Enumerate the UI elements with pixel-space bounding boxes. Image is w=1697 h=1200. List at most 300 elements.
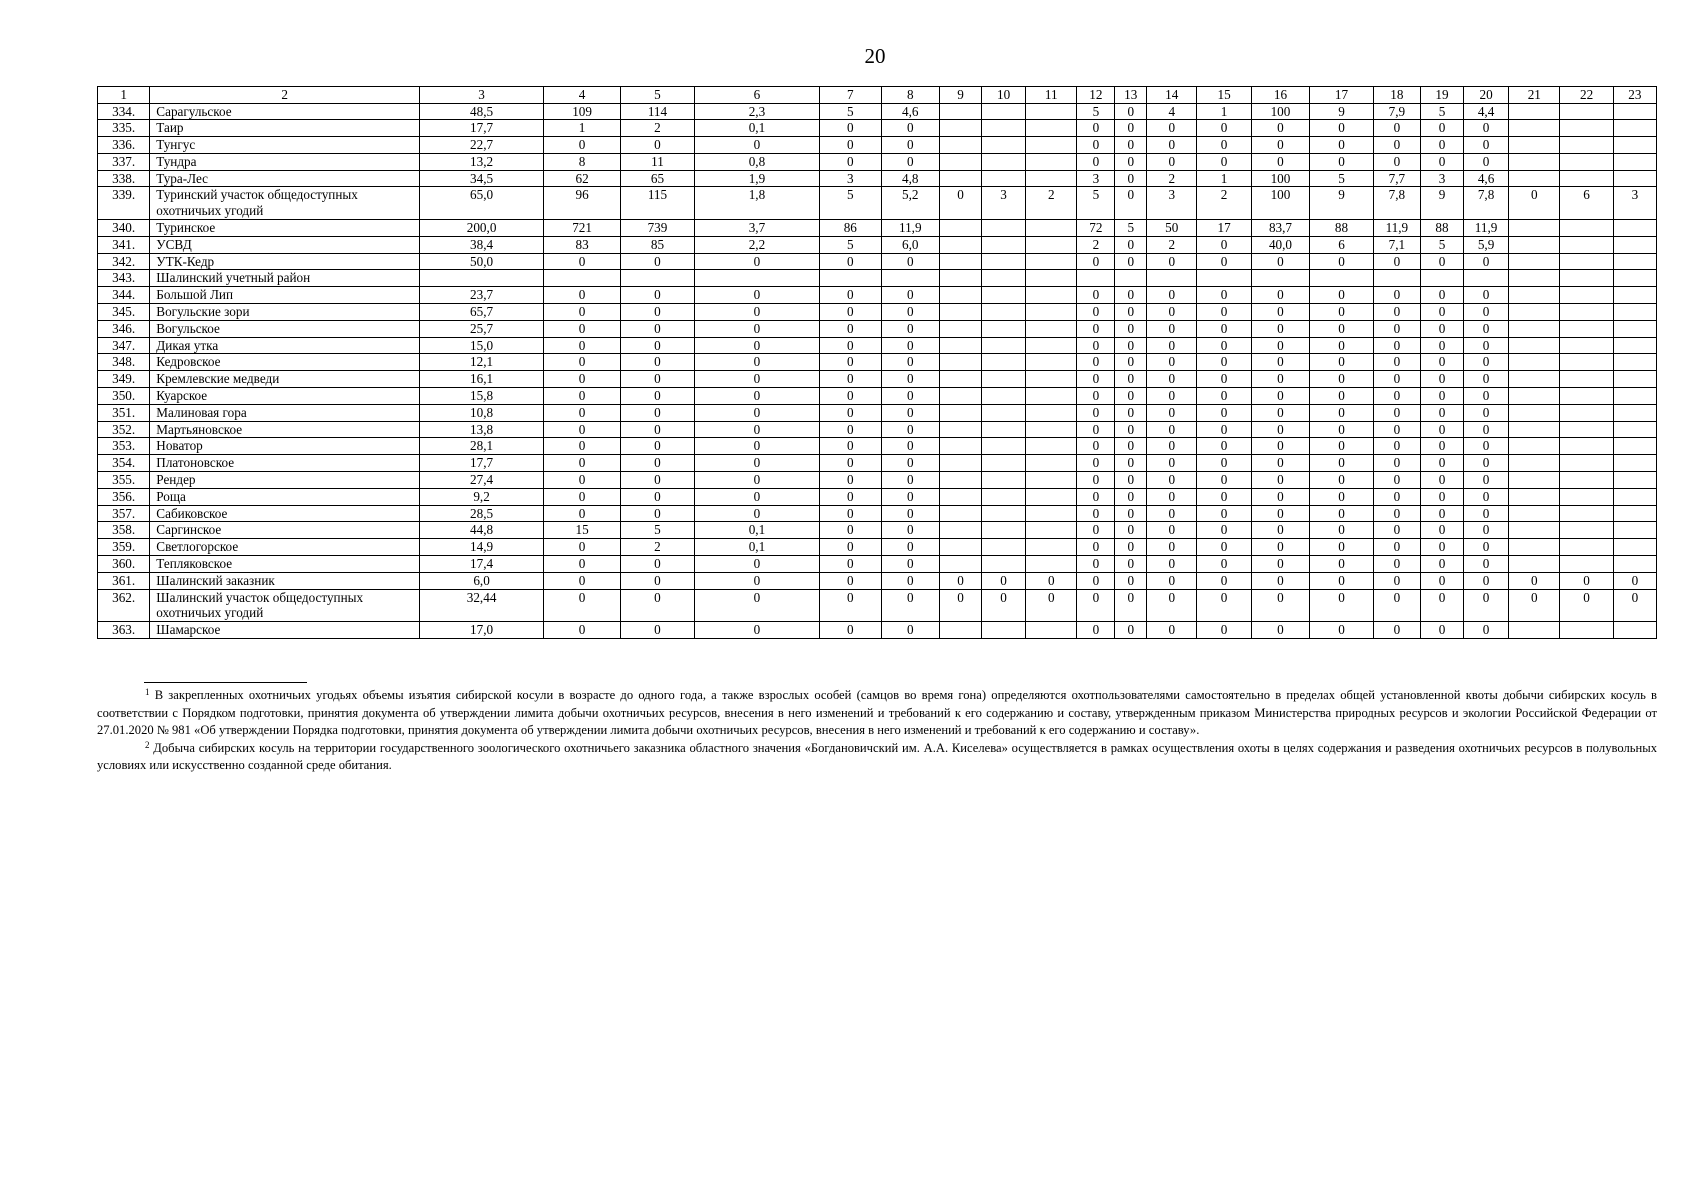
table-cell-col-20: 0 [1464, 404, 1509, 421]
table-cell-col-18: 7,9 [1373, 103, 1420, 120]
table-cell-col-21: 0 [1509, 589, 1560, 622]
table-cell-col-5: 0 [621, 622, 695, 639]
table-cell-col-4: 83 [544, 236, 621, 253]
table-cell-col-20: 0 [1464, 589, 1509, 622]
table-cell-col-11 [1026, 270, 1077, 287]
table-cell-col-11: 0 [1026, 589, 1077, 622]
table-cell-col-15: 1 [1197, 170, 1251, 187]
table-cell-col-23 [1613, 270, 1656, 287]
table-cell-col-16: 0 [1251, 404, 1309, 421]
table-cell-col-18: 0 [1373, 388, 1420, 405]
table-cell-col-13: 0 [1115, 287, 1147, 304]
table-cell-col-19: 0 [1420, 589, 1463, 622]
table-cell-col-9 [940, 455, 982, 472]
table-cell-col-13: 0 [1115, 337, 1147, 354]
table-cell-col-5: 0 [621, 320, 695, 337]
table-cell-col-23 [1613, 539, 1656, 556]
table-cell-col-22 [1560, 472, 1613, 489]
table-row [98, 120, 1657, 137]
table-cell-col-14: 0 [1147, 589, 1197, 622]
footnote-divider [144, 682, 307, 683]
table-cell-col-12: 0 [1077, 371, 1115, 388]
table-cell-col-7: 0 [820, 556, 882, 573]
table-cell-col-15: 0 [1197, 472, 1251, 489]
table-cell-col-16: 0 [1251, 455, 1309, 472]
table-cell-col-1: 354. [98, 455, 150, 472]
table-cell-col-23 [1613, 304, 1656, 321]
table-cell-col-22 [1560, 421, 1613, 438]
table-cell-col-20: 20 [1464, 87, 1509, 104]
table-cell-col-14: 4 [1147, 103, 1197, 120]
table-cell-col-13: 0 [1115, 354, 1147, 371]
table-cell-col-22 [1560, 438, 1613, 455]
table-cell-col-12: 0 [1077, 153, 1115, 170]
table-cell-col-10 [982, 438, 1026, 455]
table-cell-col-12: 0 [1077, 137, 1115, 154]
footnote-1 [97, 687, 1657, 740]
table-cell-col-18: 0 [1373, 505, 1420, 522]
table-row [98, 337, 1657, 354]
table-cell-col-3: 13,8 [420, 421, 544, 438]
table-row [98, 438, 1657, 455]
table-row [98, 103, 1657, 120]
table-cell-col-6: 0,8 [694, 153, 819, 170]
table-cell-col-19: 0 [1420, 337, 1463, 354]
table-cell-col-19: 0 [1420, 556, 1463, 573]
table-cell-col-22 [1560, 505, 1613, 522]
table-cell-col-9 [940, 371, 982, 388]
table-cell-col-13: 13 [1115, 87, 1147, 104]
table-cell-col-4: 0 [544, 253, 621, 270]
table-cell-col-5: 85 [621, 236, 695, 253]
table-cell-col-18: 0 [1373, 404, 1420, 421]
table-cell-col-15: 0 [1197, 404, 1251, 421]
table-cell-col-4: 0 [544, 304, 621, 321]
table-cell-col-8: 0 [881, 287, 939, 304]
table-cell-col-13: 0 [1115, 236, 1147, 253]
table-cell-col-20: 0 [1464, 320, 1509, 337]
table-cell-col-14: 0 [1147, 253, 1197, 270]
table-cell-col-1: 353. [98, 438, 150, 455]
table-cell-col-2: УСВД [150, 236, 420, 253]
table-cell-col-15: 0 [1197, 556, 1251, 573]
table-cell-col-16: 100 [1251, 187, 1309, 220]
table-cell-col-1: 347. [98, 337, 150, 354]
table-cell-col-15: 0 [1197, 622, 1251, 639]
table-cell-col-17: 0 [1310, 505, 1374, 522]
table-cell-col-1: 357. [98, 505, 150, 522]
table-cell-col-6: 3,7 [694, 220, 819, 237]
table-cell-col-23 [1613, 253, 1656, 270]
table-cell-col-9 [940, 320, 982, 337]
table-cell-col-12: 0 [1077, 337, 1115, 354]
table-cell-col-21 [1509, 556, 1560, 573]
table-cell-col-5: 0 [621, 354, 695, 371]
table-cell-col-19: 0 [1420, 404, 1463, 421]
table-cell-col-1: 352. [98, 421, 150, 438]
table-cell-col-17: 0 [1310, 421, 1374, 438]
table-cell-col-9 [940, 421, 982, 438]
table-cell-col-15: 17 [1197, 220, 1251, 237]
table-cell-col-5: 2 [621, 120, 695, 137]
table-cell-col-5: 0 [621, 438, 695, 455]
table-cell-col-23 [1613, 153, 1656, 170]
table-cell-col-17: 0 [1310, 539, 1374, 556]
table-cell-col-22 [1560, 153, 1613, 170]
footnotes [97, 687, 1657, 775]
table-cell-col-2: Сарагульское [150, 103, 420, 120]
table-cell-col-4 [544, 270, 621, 287]
table-cell-col-11 [1026, 304, 1077, 321]
table-cell-col-12: 3 [1077, 170, 1115, 187]
table-cell-col-8: 4,8 [881, 170, 939, 187]
table-cell-col-7: 0 [820, 153, 882, 170]
table-cell-col-1: 356. [98, 488, 150, 505]
table-cell-col-23 [1613, 622, 1656, 639]
table-cell-col-6: 6 [694, 87, 819, 104]
table-cell-col-18: 0 [1373, 287, 1420, 304]
table-cell-col-11 [1026, 320, 1077, 337]
table-cell-col-2: Тепляковское [150, 556, 420, 573]
table-row [98, 371, 1657, 388]
table-cell-col-7: 0 [820, 404, 882, 421]
footnote-1-text: В закрепленных охотничьих угодьях объемы изъятия сибирской косули в возрасте до одного года, а также взрослых особей (самцов во время гона) определяются охотпользователями самостоятельно в пределах общей установленной квоты добычи сибирских косуль в соответствии с Порядком подготовки, принятия документа об утверждении лимита добычи охотничьих ресурсов, внесения в него изменений и требований к его содержанию и составу, утвержденным приказом Министерства природных ресурсов и экологии Российской Федерации от 27.01.2020 № 981 «Об утверждении Порядка подготовки, принятия документа об утверждении лимита добычи охотничьих ресурсов, внесения в него изменений и требований к его содержанию и составу». [97, 688, 1657, 738]
table-cell-col-20: 0 [1464, 622, 1509, 639]
table-cell-col-19: 5 [1420, 236, 1463, 253]
page-number: 20 [864, 44, 886, 68]
table-cell-col-9: 0 [940, 589, 982, 622]
table-cell-col-11: 11 [1026, 87, 1077, 104]
table-cell-col-9 [940, 270, 982, 287]
table-cell-col-16: 0 [1251, 438, 1309, 455]
table-cell-col-3: 3 [420, 87, 544, 104]
table-cell-col-1: 345. [98, 304, 150, 321]
table-cell-col-11 [1026, 337, 1077, 354]
table-cell-col-10 [982, 539, 1026, 556]
table-cell-col-20: 0 [1464, 455, 1509, 472]
table-cell-col-12: 0 [1077, 472, 1115, 489]
table-cell-col-23 [1613, 287, 1656, 304]
table-cell-col-13: 0 [1115, 120, 1147, 137]
table-cell-col-4: 0 [544, 337, 621, 354]
table-cell-col-22 [1560, 120, 1613, 137]
table-cell-col-6: 0 [694, 455, 819, 472]
footnote-2 [97, 740, 1657, 775]
table-cell-col-21: 0 [1509, 572, 1560, 589]
table-cell-col-18: 0 [1373, 304, 1420, 321]
table-cell-col-15: 0 [1197, 137, 1251, 154]
table-cell-col-17: 9 [1310, 187, 1374, 220]
table-cell-col-10 [982, 153, 1026, 170]
table-cell-col-10 [982, 337, 1026, 354]
table-cell-col-1: 335. [98, 120, 150, 137]
table-cell-col-10 [982, 556, 1026, 573]
table-cell-col-14: 50 [1147, 220, 1197, 237]
table-cell-col-6: 0 [694, 354, 819, 371]
table-cell-col-16: 0 [1251, 522, 1309, 539]
table-cell-col-22 [1560, 522, 1613, 539]
table-cell-col-19: 0 [1420, 320, 1463, 337]
table-cell-col-21 [1509, 320, 1560, 337]
table-cell-col-1: 351. [98, 404, 150, 421]
table-cell-col-6: 0 [694, 371, 819, 388]
table-cell-col-23 [1613, 337, 1656, 354]
table-row [98, 270, 1657, 287]
table-cell-col-15: 0 [1197, 236, 1251, 253]
table-cell-col-14: 0 [1147, 337, 1197, 354]
table-cell-col-6: 0 [694, 572, 819, 589]
table-cell-col-9 [940, 472, 982, 489]
table-cell-col-3: 23,7 [420, 287, 544, 304]
table-cell-col-14: 0 [1147, 404, 1197, 421]
table-cell-col-17: 0 [1310, 438, 1374, 455]
table-cell-col-2: Шамарское [150, 622, 420, 639]
table-cell-col-13: 0 [1115, 253, 1147, 270]
table-cell-col-21 [1509, 253, 1560, 270]
table-cell-col-19: 0 [1420, 572, 1463, 589]
table-cell-col-8: 0 [881, 488, 939, 505]
table-cell-col-10 [982, 103, 1026, 120]
table-cell-col-7: 0 [820, 388, 882, 405]
table-cell-col-12: 2 [1077, 236, 1115, 253]
table-cell-col-10 [982, 354, 1026, 371]
table-cell-col-4: 0 [544, 572, 621, 589]
table-cell-col-13: 0 [1115, 187, 1147, 220]
table-cell-col-16 [1251, 270, 1309, 287]
table-row [98, 153, 1657, 170]
table-cell-col-22: 0 [1560, 572, 1613, 589]
table-cell-col-19: 9 [1420, 187, 1463, 220]
table-cell-col-15: 0 [1197, 337, 1251, 354]
table-cell-col-7: 5 [820, 187, 882, 220]
table-cell-col-6: 0 [694, 589, 819, 622]
table-cell-col-5: 0 [621, 404, 695, 421]
table-cell-col-1: 359. [98, 539, 150, 556]
table-cell-col-2: Светлогорское [150, 539, 420, 556]
table-cell-col-8: 6,0 [881, 236, 939, 253]
table-cell-col-3: 17,4 [420, 556, 544, 573]
table-cell-col-3: 28,5 [420, 505, 544, 522]
table-cell-col-20: 0 [1464, 572, 1509, 589]
table-cell-col-11 [1026, 388, 1077, 405]
table-cell-col-8: 5,2 [881, 187, 939, 220]
table-cell-col-10 [982, 287, 1026, 304]
table-cell-col-19: 0 [1420, 287, 1463, 304]
table-cell-col-5: 0 [621, 304, 695, 321]
table-cell-col-12: 0 [1077, 120, 1115, 137]
table-cell-col-5: 0 [621, 388, 695, 405]
table-cell-col-3: 14,9 [420, 539, 544, 556]
table-cell-col-2: Большой Лип [150, 287, 420, 304]
table-cell-col-8: 0 [881, 388, 939, 405]
table-row [98, 253, 1657, 270]
table-cell-col-22 [1560, 455, 1613, 472]
table-cell-col-8: 0 [881, 137, 939, 154]
table-cell-col-6: 0 [694, 622, 819, 639]
table-cell-col-18: 0 [1373, 539, 1420, 556]
table-cell-col-8: 0 [881, 505, 939, 522]
table-cell-col-18: 0 [1373, 472, 1420, 489]
table-row [98, 589, 1657, 622]
table-cell-col-1: 358. [98, 522, 150, 539]
table-cell-col-3: 50,0 [420, 253, 544, 270]
table-cell-col-12: 0 [1077, 354, 1115, 371]
table-cell-col-2: Мартьяновское [150, 421, 420, 438]
table-cell-col-19: 0 [1420, 455, 1463, 472]
table-cell-col-15: 0 [1197, 421, 1251, 438]
table-cell-col-18: 0 [1373, 455, 1420, 472]
table-cell-col-2: Кедровское [150, 354, 420, 371]
table-cell-col-9 [940, 539, 982, 556]
table-cell-col-14: 0 [1147, 488, 1197, 505]
table-cell-col-16: 0 [1251, 556, 1309, 573]
table-cell-col-23 [1613, 522, 1656, 539]
table-cell-col-10 [982, 388, 1026, 405]
table-cell-col-12: 0 [1077, 572, 1115, 589]
table-cell-col-14: 0 [1147, 287, 1197, 304]
table-cell-col-21 [1509, 539, 1560, 556]
table-cell-col-11 [1026, 505, 1077, 522]
table-cell-col-8: 0 [881, 522, 939, 539]
table-cell-col-9 [940, 304, 982, 321]
table-cell-col-16: 0 [1251, 153, 1309, 170]
table-cell-col-18: 0 [1373, 522, 1420, 539]
table-cell-col-8: 0 [881, 589, 939, 622]
table-cell-col-14: 0 [1147, 505, 1197, 522]
table-cell-col-1: 338. [98, 170, 150, 187]
table-row [98, 236, 1657, 253]
table-cell-col-22 [1560, 556, 1613, 573]
table-cell-col-5: 5 [621, 522, 695, 539]
table-cell-col-22 [1560, 404, 1613, 421]
table-cell-col-5: 0 [621, 505, 695, 522]
table-cell-col-13: 0 [1115, 505, 1147, 522]
table-cell-col-11: 2 [1026, 187, 1077, 220]
table-cell-col-8: 4,6 [881, 103, 939, 120]
table-cell-col-11 [1026, 120, 1077, 137]
table-cell-col-9 [940, 556, 982, 573]
table-cell-col-3: 6,0 [420, 572, 544, 589]
table-cell-col-3: 27,4 [420, 472, 544, 489]
table-cell-col-9 [940, 153, 982, 170]
table-cell-col-17: 6 [1310, 236, 1374, 253]
table-cell-col-11 [1026, 354, 1077, 371]
table-cell-col-21 [1509, 287, 1560, 304]
table-cell-col-15: 0 [1197, 522, 1251, 539]
table-cell-col-4: 0 [544, 137, 621, 154]
table-cell-col-18: 0 [1373, 120, 1420, 137]
table-cell-col-3 [420, 270, 544, 287]
table-cell-col-11: 0 [1026, 572, 1077, 589]
table-cell-col-15: 0 [1197, 589, 1251, 622]
table-cell-col-12: 5 [1077, 187, 1115, 220]
table-cell-col-8: 0 [881, 404, 939, 421]
table-cell-col-5: 5 [621, 87, 695, 104]
table-cell-col-13: 0 [1115, 103, 1147, 120]
table-cell-col-23 [1613, 354, 1656, 371]
table-cell-col-17: 17 [1310, 87, 1374, 104]
table-cell-col-12: 0 [1077, 539, 1115, 556]
table-cell-col-14: 0 [1147, 438, 1197, 455]
table-cell-col-23 [1613, 388, 1656, 405]
table-cell-col-2: Вогульское [150, 320, 420, 337]
table-cell-col-12: 5 [1077, 103, 1115, 120]
table-cell-col-23 [1613, 320, 1656, 337]
table-cell-col-1: 342. [98, 253, 150, 270]
table-cell-col-17: 0 [1310, 320, 1374, 337]
table-cell-col-6: 0,1 [694, 120, 819, 137]
table-cell-col-23 [1613, 170, 1656, 187]
table-cell-col-13: 0 [1115, 137, 1147, 154]
table-cell-col-21 [1509, 304, 1560, 321]
table-cell-col-17 [1310, 270, 1374, 287]
table-cell-col-10 [982, 522, 1026, 539]
table-cell-col-9 [940, 438, 982, 455]
table-cell-col-4: 0 [544, 421, 621, 438]
table-cell-col-10: 10 [982, 87, 1026, 104]
table-cell-col-7: 0 [820, 438, 882, 455]
table-row [98, 622, 1657, 639]
table-cell-col-19: 0 [1420, 304, 1463, 321]
table-cell-col-12: 0 [1077, 589, 1115, 622]
table-cell-col-9 [940, 236, 982, 253]
table-cell-col-7: 5 [820, 103, 882, 120]
table-cell-col-4: 0 [544, 589, 621, 622]
table-cell-col-5: 0 [621, 371, 695, 388]
table-cell-col-4: 0 [544, 455, 621, 472]
table-cell-col-20: 0 [1464, 388, 1509, 405]
table-cell-col-23 [1613, 371, 1656, 388]
table-cell-col-9 [940, 287, 982, 304]
table-cell-col-7: 0 [820, 522, 882, 539]
table-cell-col-19: 0 [1420, 253, 1463, 270]
table-cell-col-21 [1509, 622, 1560, 639]
table-cell-col-15: 0 [1197, 505, 1251, 522]
table-cell-col-9: 0 [940, 572, 982, 589]
table-cell-col-10: 0 [982, 589, 1026, 622]
table-cell-col-21 [1509, 404, 1560, 421]
table-cell-col-20: 4,4 [1464, 103, 1509, 120]
table-cell-col-8: 0 [881, 421, 939, 438]
table-cell-col-13 [1115, 270, 1147, 287]
table-cell-col-16: 0 [1251, 137, 1309, 154]
table-cell-col-12: 0 [1077, 320, 1115, 337]
table-cell-col-3: 17,7 [420, 120, 544, 137]
table-cell-col-15: 1 [1197, 103, 1251, 120]
table-cell-col-14: 0 [1147, 320, 1197, 337]
table-row [98, 421, 1657, 438]
table-cell-col-3: 25,7 [420, 320, 544, 337]
table-cell-col-9 [940, 522, 982, 539]
table-cell-col-17: 0 [1310, 404, 1374, 421]
table-cell-col-2: Куарское [150, 388, 420, 405]
table-cell-col-9 [940, 253, 982, 270]
table-cell-col-20: 0 [1464, 371, 1509, 388]
table-cell-col-7: 0 [820, 472, 882, 489]
table-cell-col-12: 12 [1077, 87, 1115, 104]
table-cell-col-16: 0 [1251, 488, 1309, 505]
table-cell-col-9 [940, 388, 982, 405]
table-cell-col-17: 0 [1310, 354, 1374, 371]
table-cell-col-1: 361. [98, 572, 150, 589]
table-cell-col-18: 7,7 [1373, 170, 1420, 187]
table-cell-col-11 [1026, 287, 1077, 304]
table-cell-col-18: 0 [1373, 153, 1420, 170]
table-cell-col-16: 0 [1251, 304, 1309, 321]
table-cell-col-9 [940, 488, 982, 505]
table-cell-col-7: 0 [820, 421, 882, 438]
table-cell-col-21 [1509, 337, 1560, 354]
